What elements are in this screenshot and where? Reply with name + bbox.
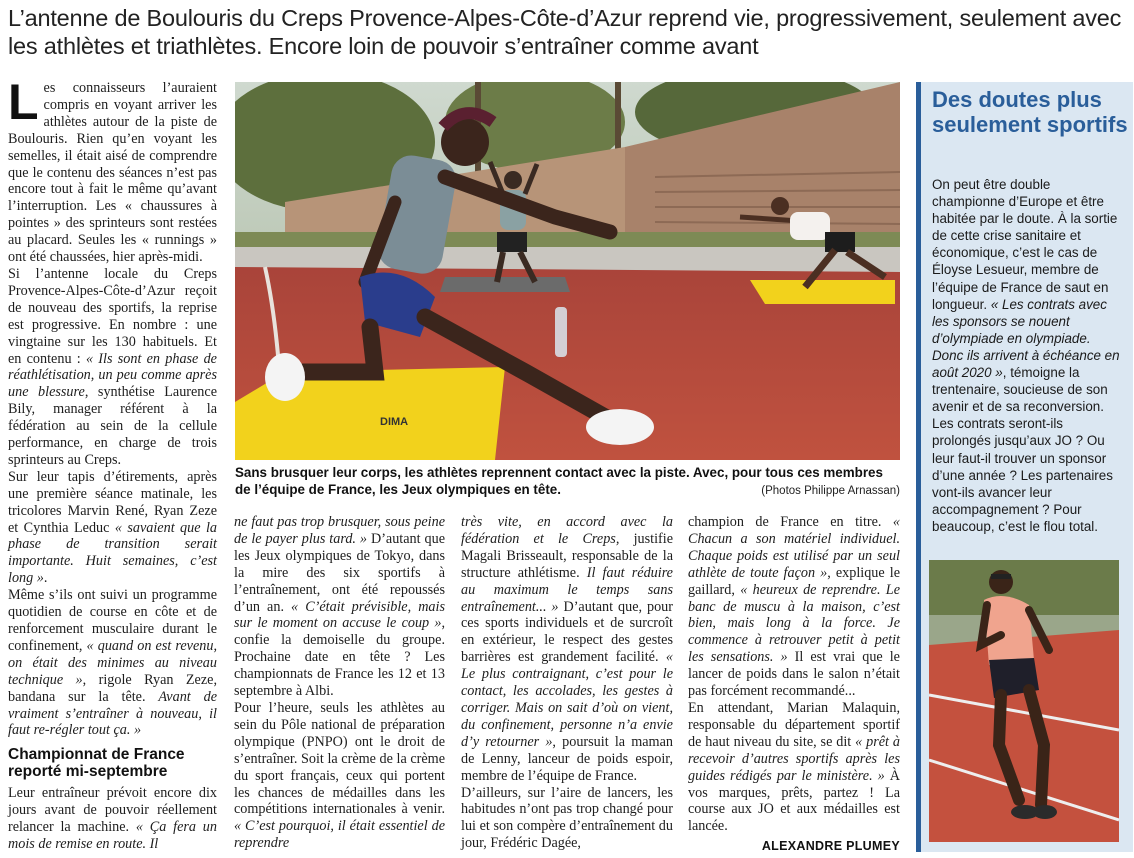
paragraph: Sur leur tapis d’étirements, après une première séance matinale, les tricolores Marvin René, Ryan Zeze et Cynthia Leduc « savaient que la phase de transition serait importante. Huit semaines, c’est long ». — [8, 468, 217, 587]
paragraph: Même s’ils ont suivi un programme quotidien de course en côte et de renforcement musculaire durant le confinement, « quand on est revenu, on était des minimes au niveau technique », rigole Ryan Zeze, bandana sur la tête. Avant de vraiment s’entraîner à nouveau, il faut re-régler tout ça. » — [8, 587, 218, 739]
photo-caption — [235, 464, 900, 500]
sidebar-text — [932, 176, 1122, 535]
runner-illustration — [929, 560, 1119, 842]
caption-text: Sans brusquer leur corps, les athlètes reprennent contact avec la piste. Avec, pour tous ces membres de l’équipe de France, les Jeux olympiques en tête. — [235, 465, 883, 497]
mat-brand: DIMA — [380, 416, 409, 428]
article-column-4 — [688, 514, 900, 835]
sidebar-title: Des doutes plus seulement sportifs — [932, 87, 1128, 137]
paragraph: Leur entraîneur prévoit encore dix jours avant de pouvoir réellement relancer la machine. « Ça fera un mois de remise en route. Il — [8, 785, 217, 852]
athletes-stretching-illustration — [235, 82, 900, 460]
photo-credit: (Photos Philippe Arnassan) — [761, 485, 900, 497]
paragraph: très vite, en accord avec la fédération et le Creps, justifie Magali Brisseault, responsable de la structure athlétisme. Il faut réduire au maximum le temps sans entraînement... » D’autant que, pour ces sports individuels et de surcroît en extérieur, le respect des gestes barrières est grandement facilité. « Le plus contraignant, c’est pour le contact, les accolades, les gestes à corriger. Mais on sait d’où on vient, du confinement, personne n’a envie d’y retourner », poursuit la maman de Lenny, lanceur de poids espoir, membre de l’équipe de France. — [461, 514, 673, 784]
sidebar-photo — [929, 560, 1119, 842]
subheading: Championnat de France reporté mi-septembre — [8, 746, 185, 780]
paragraph: Les connaisseurs l’auraient compris en voyant arriver les athlètes autour de la piste de Boulouris. Rien qu’en voyant les semelles, il était aisé de comprendre que le contenu des séances n’est pas encore tout à fait le même qu’avant l’interruption. Les « chaussures à pointes » des sprinteurs sont restées au placard. Seules les « runnings » ont été chaussées, hier après-midi. — [8, 74, 217, 266]
paragraph: En attendant, Marian Malaquin, responsable du département sportif de haut niveau du site, se dit « prêt à recevoir d’autres sportifs après les guides rédigés par le ministère. » À vos marques, prêts, partez ! La course aux JO et aux médailles est lancée. — [688, 699, 901, 835]
paragraph: D’ailleurs, sur l’aire de lancers, les habitudes n’ont pas trop changé pour lui et son compère d’entraînement du jour, Frédéric Dagée, — [461, 784, 673, 852]
main-photo — [235, 82, 900, 460]
paragraph: champion de France en titre. « Chacun a son matériel individuel. Chaque poids est utilisé par un seul athlète de toute façon », explique le gaillard, « heureux de reprendre. Le banc de muscu à la maison, c’est bien, mais long à la force. Je commence à retrouver petit à petit les sensations. » Il est vrai que le lancer de poids dans le salon n’était pas forcément recommandé... — [688, 514, 900, 700]
article-column-1 — [8, 74, 218, 739]
drop-cap: L — [8, 74, 39, 130]
article-column-1-continued — [8, 785, 217, 853]
paragraph: Pour l’heure, seuls les athlètes au sein du Pôle national de préparation olympique (PNPO) ont le droit de s’entraîner. Soit la crème de la crème du sport français, ceux qui portent les chances de médailles dans les compétitions internationales à venir. « C’est pourquoi, il était essentiel de reprendre — [234, 699, 445, 852]
paragraph: Si l’antenne locale du Creps Provence-Alpes-Côte-d’Azur reçoit de nouveau des sportifs, la reprise est progressive. En nombre : une vingtaine sur les 130 habituels. Et en contenu : « Ils sont en phase de réathlétisation, un peu comme après une blessure, synthétise Laurence Bily, manager référent à la fédération au sein de la cellule performance, en charge de trois sprinteurs au Creps. — [8, 265, 217, 468]
byline: ALEXANDRE PLUMEY — [761, 839, 900, 853]
paragraph: On peut être double championne d’Europe et être habitée par le doute. À la sortie de cette crise sanitaire et économique, c’est le cas de Éloyse Lesueur, membre de l’équipe de France de saut en longueur. « Les contrats avec les sponsors se nouent d’olympiade en olympiade. Donc ils arrivent à échéance en août 2020 », témoigne la trentenaire, soucieuse de son avenir et de sa reconversion. Les contrats seront-ils prolongés jusqu’aux JO ? Ou leur faut-il trouver un sponsor d’une année ? Les partenaires vont-ils avancer leur accompagnement ? Pour beaucoup, c’est le flou total. — [932, 177, 1120, 534]
article-column-3 — [461, 514, 673, 852]
article-column-2 — [234, 514, 445, 852]
paragraph: ne faut pas trop brusquer, sous peine de le payer plus tard. » D’autant que les Jeux olympiques de Tokyo, dans la mire des six sportifs à l’entraînement, ont été repoussés d’un an. « C’était prévisible, mais sur le moment on accuse le coup », confie la demoiselle du groupe. Prochaine date en tête ? Les championnats de France les 12 et 13 septembre à Albi. — [234, 514, 445, 700]
headline: L’antenne de Boulouris du Creps Provence-Alpes-Côte-d’Azur reprend vie, progressivement, seulement avec les athlètes et triathlètes. Encore loin de pouvoir s’entraîner comme avant — [8, 5, 1122, 59]
